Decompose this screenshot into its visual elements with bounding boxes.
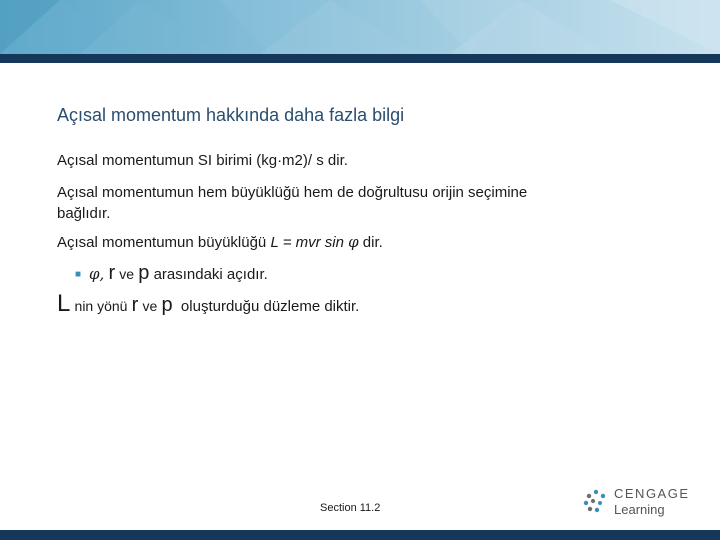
header-band: [0, 0, 720, 54]
direction-rest: oluşturduğu düzleme diktir.: [180, 298, 360, 315]
cengage-logo: [583, 486, 693, 520]
bullet-ve: ve: [119, 266, 135, 282]
bullet-square-icon: ■: [75, 269, 82, 280]
vector-p: p: [138, 262, 150, 284]
footer-bar: [0, 530, 720, 540]
header-divider-bar: [0, 54, 720, 63]
text-line-magnitude: [57, 233, 383, 251]
bullet-rest: arasındaki açıdır.: [153, 266, 268, 283]
vector-r-2: r: [131, 294, 139, 316]
vector-p-2: p: [161, 294, 173, 316]
bullet-angle: [75, 262, 268, 285]
magnitude-formula: L = mvr sin: [270, 234, 349, 251]
bullet-phi: φ,: [89, 265, 105, 283]
direction-ve: ve: [142, 298, 158, 314]
vector-r: r: [108, 262, 116, 284]
text-line-unit: Açısal momentumun SI birimi (kg·m2)/ s dir.: [57, 152, 348, 169]
direction-a: nin yönü: [74, 298, 128, 314]
text-line-origin: [57, 182, 527, 224]
cengage-mark-icon: [583, 488, 609, 514]
text-line-direction: [57, 290, 359, 318]
magnitude-prefix: Açısal momentumun büyüklüğü: [57, 234, 271, 251]
header-pattern: [0, 0, 720, 54]
logo-sub: Learning: [614, 502, 665, 517]
section-label: Section 11.2: [320, 502, 381, 514]
magnitude-suffix: dir.: [358, 234, 383, 251]
phi-symbol: φ: [348, 233, 359, 251]
vector-L: L: [57, 290, 71, 317]
slide-title: Açısal momentum hakkında daha fazla bilgi: [57, 105, 405, 125]
text-line-origin-b: bağlıdır.: [57, 205, 111, 222]
text-line-origin-a: Açısal momentumun hem büyüklüğü hem de doğrultusu orijin seçimine: [57, 184, 528, 201]
logo-name: CENGAGE: [614, 486, 690, 501]
